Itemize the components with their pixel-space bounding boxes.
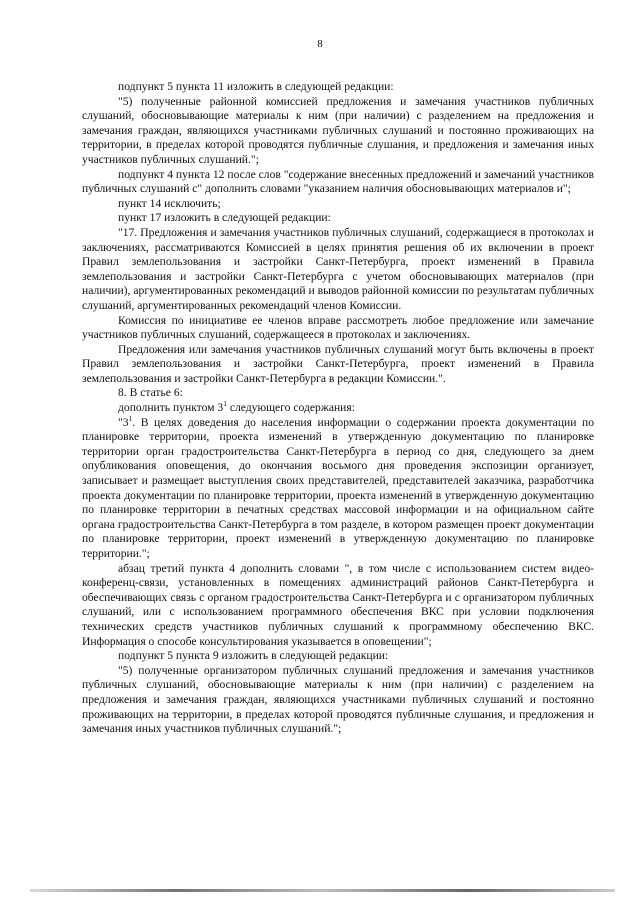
paragraph-subitem-5-item-11: подпункт 5 пункта 11 изложить в следующей редакции: — [118, 80, 394, 93]
paragraph-article-6-heading: 8. В статье 6: — [118, 386, 183, 400]
superscript-one: 1 — [223, 399, 227, 409]
add-item-text: дополнить пунктом 3 — [118, 401, 224, 415]
paragraph-item-17-text: "17. Предложения и замечания участников публичных слушаний, содержащиеся в протоколах и заключениях, рассматриваются Комиссией в целях принятия решения об их включении в проект Правил землепользования и застройки Санкт-Петербурга, проект изменений в Правила землепользования и застройки Санкт-Петербурга с учетом обосновывающих материалов (при наличии), аргументированных рекомендаций и выводов районной комиссии по результатам публичных слушаний, аргументированных рекомендаций членов Комиссии. — [82, 225, 594, 312]
paragraph-commission-initiative: Комиссия по инициативе ее членов вправе рассмотреть любое предложение или замечание участников публичных слушаний, содержащееся в протоколах и заключениях. — [82, 313, 594, 342]
page-number: 8 — [317, 38, 323, 50]
paragraph-item-3-1-text — [82, 413, 594, 562]
paragraph-item-17-intro: пункт 17 изложить в следующей редакции: — [118, 211, 331, 225]
item-3-1-body: . В целях доведения до населения информации о содержании проекта документации по планировке территории, проекта изменений в утвержденную документацию по планировке территории орган градостроительства Санкт-Петербурга в период со дня, следующего за днем опубликования оповещения, до окончания восьмого дня проведения экспозиции организует, записывает и размещает выступления своих представителей, представителей заказчика, разработчика проекта документации по планировке территории, проекта изменений в утвержденную документацию по планировке территории в печатных средствах массовой информации и на официальном сайте органа градостроительства Санкт-Петербурга в том разделе, в котором размещен проект документации по планировке территории, проект изменений в утвержденную документацию по планировке территории."; — [82, 415, 594, 560]
scan-edge-artifact — [30, 889, 615, 892]
paragraph-subitem-4-item-12: подпункт 4 пункта 12 после слов "содержание внесенных предложений и замечаний участников публичных слушаний с" дополнить словами "указанием наличия обосновывающих материалов и"; — [82, 167, 594, 196]
add-item-text-tail: следующего содержания: — [226, 401, 355, 415]
paragraph-item-14-exclude: пункт 14 исключить; — [118, 196, 221, 210]
paragraph-proposals-inclusion: Предложения или замечания участников публичных слушаний могут быть включены в проект Правил землепользования и застройки Санкт-Петербурга, проект изменений в Правила землепользования и застройки Санкт-Петербурга в редакции Комиссии.". — [82, 342, 594, 385]
paragraph-quoted-item-5-organizer: "5) полученные организатором публичных слушаний предложения и замечания участников публичных слушаний, обосновывающие материалы к ним (при наличии) с разделением на предложения и замечания граждан, являющихся участниками публичных слушаний и постоянно проживающих на территории, в пределах которой проводятся публичные слушания, и предложения и замечания иных участников публичных слушаний."; — [82, 663, 594, 736]
paragraph-add-item-3-1 — [82, 401, 594, 416]
document-body — [82, 80, 594, 737]
paragraph-quoted-item-5: "5) полученные районной комиссией предложения и замечания участников публичных слушаний, обосновывающие материалы к ним (при наличии) с разделением на предложения и замечания граждан, являющихся участниками публичных слушаний и постоянно проживающих на территории, в пределах которой проводятся публичные слушания, и предложения и замечания иных участников публичных слушаний."; — [82, 94, 594, 166]
superscript-one: 1 — [128, 413, 133, 423]
paragraph-item-4-addition: абзац третий пункта 4 дополнить словами ", в том числе с использованием систем видео-конференц-связи, установленных в помещениях администраций районов Санкт-Петербурга и обеспечивающих связь с органом градостроительства Санкт-Петербурга и с организатором публичных слушаний, или с использованием программного обеспечения ВКС при условии подключения технических средств участников публичных слушаний к программному обеспечению ВКС. Информация о способе консультирования указывается в оповещении"; — [82, 561, 594, 648]
item-number-prefix: "3 — [118, 415, 129, 429]
paragraph-subitem-5-item-9: подпункт 5 пункта 9 изложить в следующей редакции: — [118, 649, 389, 663]
